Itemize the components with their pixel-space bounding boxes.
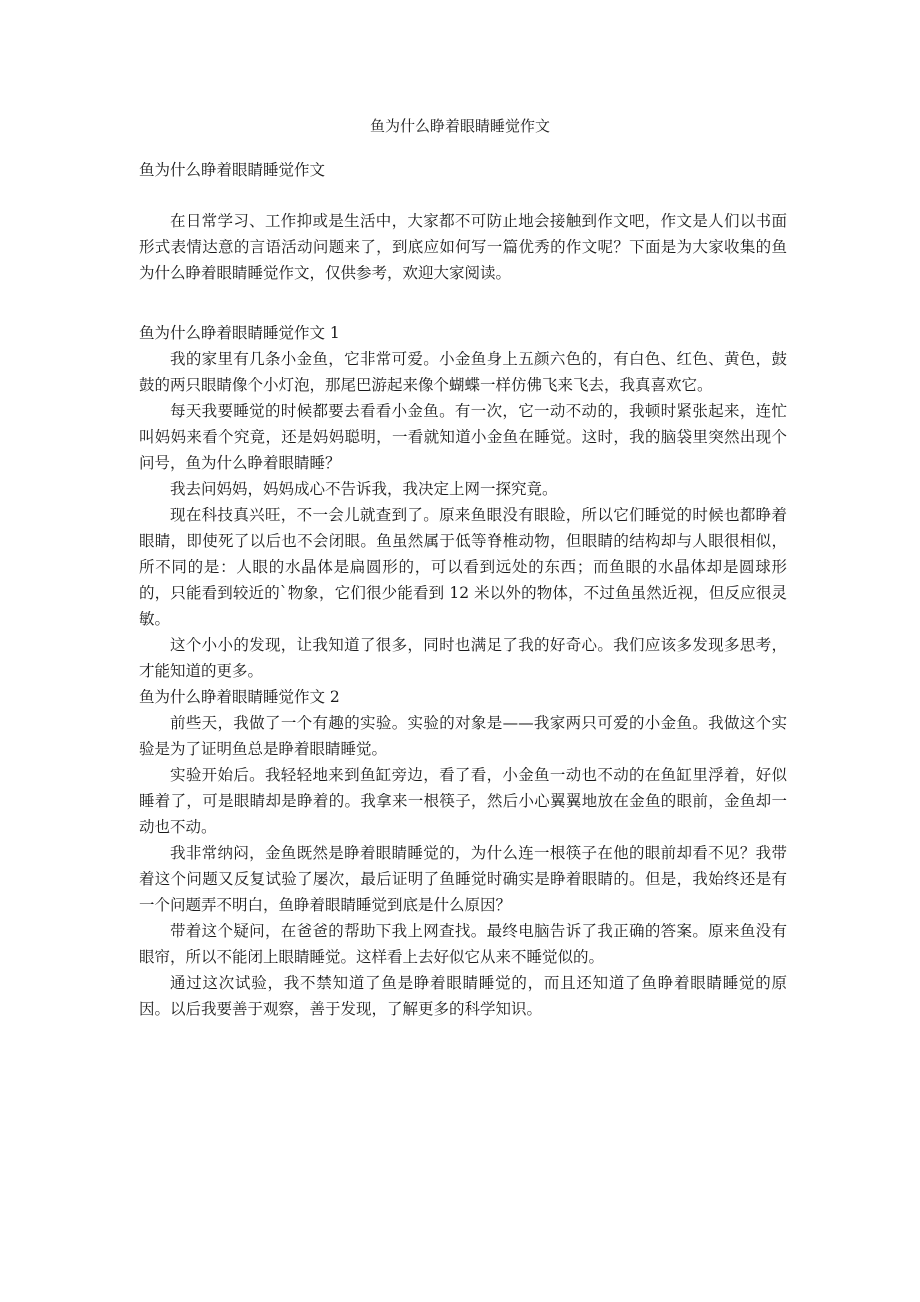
essay-2-paragraph: 实验开始后。我轻轻地来到鱼缸旁边，看了看，小金鱼一动也不动的在鱼缸里浮着，好似睡着了，可是眼睛却是睁着的。我拿来一根筷子，然后小心翼翼地放在金鱼的眼前，金鱼却一动也不动。 <box>139 766 787 836</box>
essay-2-paragraph: 通过这次试验，我不禁知道了鱼是睁着眼睛睡觉的，而且还知道了鱼睁着眼睛睡觉的原因。以后我要善于观察，善于发现，了解更多的科学知识。 <box>139 974 787 1018</box>
essay-1-paragraph: 现在科技真兴旺，不一会儿就查到了。原来鱼眼没有眼睑，所以它们睡觉的时候也都睁着眼睛，即使死了以后也不会闭眼。鱼虽然属于低等脊椎动物，但眼睛的结构却与人眼很相似，所不同的是：人眼的水晶体是扁圆形的，可以看到远处的东西；而鱼眼的水晶体却是圆球形的，只能看到较近的`物象，它们很少能看到 12 米以外的物体，不过鱼虽然近视，但反应很灵敏。 <box>139 506 787 628</box>
essay-1-paragraph: 每天我要睡觉的时候都要去看看小金鱼。有一次，它一动不动的，我顿时紧张起来，连忙叫妈妈来看个究竟，还是妈妈聪明，一看就知道小金鱼在睡觉。这时，我的脑袋里突然出现个问号，鱼为什么睁着眼睛睡？ <box>139 402 787 472</box>
essay-2-paragraph: 带着这个疑问，在爸爸的帮助下我上网查找。最终电脑告诉了我正确的答案。原来鱼没有眼帘，所以不能闭上眼睛睡觉。这样看上去好似它从来不睡觉似的。 <box>139 922 787 966</box>
essay-2-heading: 鱼为什么睁着眼睛睡觉作文 2 <box>139 688 340 706</box>
essays-section <box>139 320 787 1022</box>
document-subtitle: 鱼为什么睁着眼睛睡觉作文 <box>139 161 326 179</box>
essay-1-paragraph: 我去问妈妈，妈妈成心不告诉我，我决定上网一探究竟。 <box>170 480 558 498</box>
essay-1-paragraph: 我的家里有几条小金鱼，它非常可爱。小金鱼身上五颜六色的，有白色、红色、黄色，鼓鼓的两只眼睛像个小灯泡，那尾巴游起来像个蝴蝶一样仿佛飞来飞去，我真喜欢它。 <box>139 350 787 394</box>
intro-paragraph: 在日常学习、工作抑或是生活中，大家都不可防止地会接触到作文吧，作文是人们以书面形式表情达意的言语活动问题来了，到底应如何写一篇优秀的作文呢？下面是为大家收集的鱼为什么睁着眼睛睡觉作文，仅供参考，欢迎大家阅读。 <box>139 212 787 282</box>
essay-2-paragraph: 前些天，我做了一个有趣的实验。实验的对象是——我家两只可爱的小金鱼。我做这个实验是为了证明鱼总是睁着眼睛睡觉。 <box>139 714 787 758</box>
document-title: 鱼为什么睁着眼睛睡觉作文 <box>369 117 550 135</box>
intro-section <box>139 208 787 286</box>
essay-2-paragraph: 我非常纳闷，金鱼既然是睁着眼睛睡觉的，为什么连一根筷子在他的眼前却看不见？我带着这个问题又反复试验了屡次，最后证明了鱼睡觉时确实是睁着眼睛的。但是，我始终还是有一个问题弄不明白，鱼睁着眼睛睡觉到底是什么原因？ <box>139 844 787 914</box>
essay-1-paragraph: 这个小小的发现，让我知道了很多，同时也满足了我的好奇心。我们应该多发现多思考，才能知道的更多。 <box>139 636 787 680</box>
essay-1-heading: 鱼为什么睁着眼睛睡觉作文 1 <box>139 324 340 342</box>
